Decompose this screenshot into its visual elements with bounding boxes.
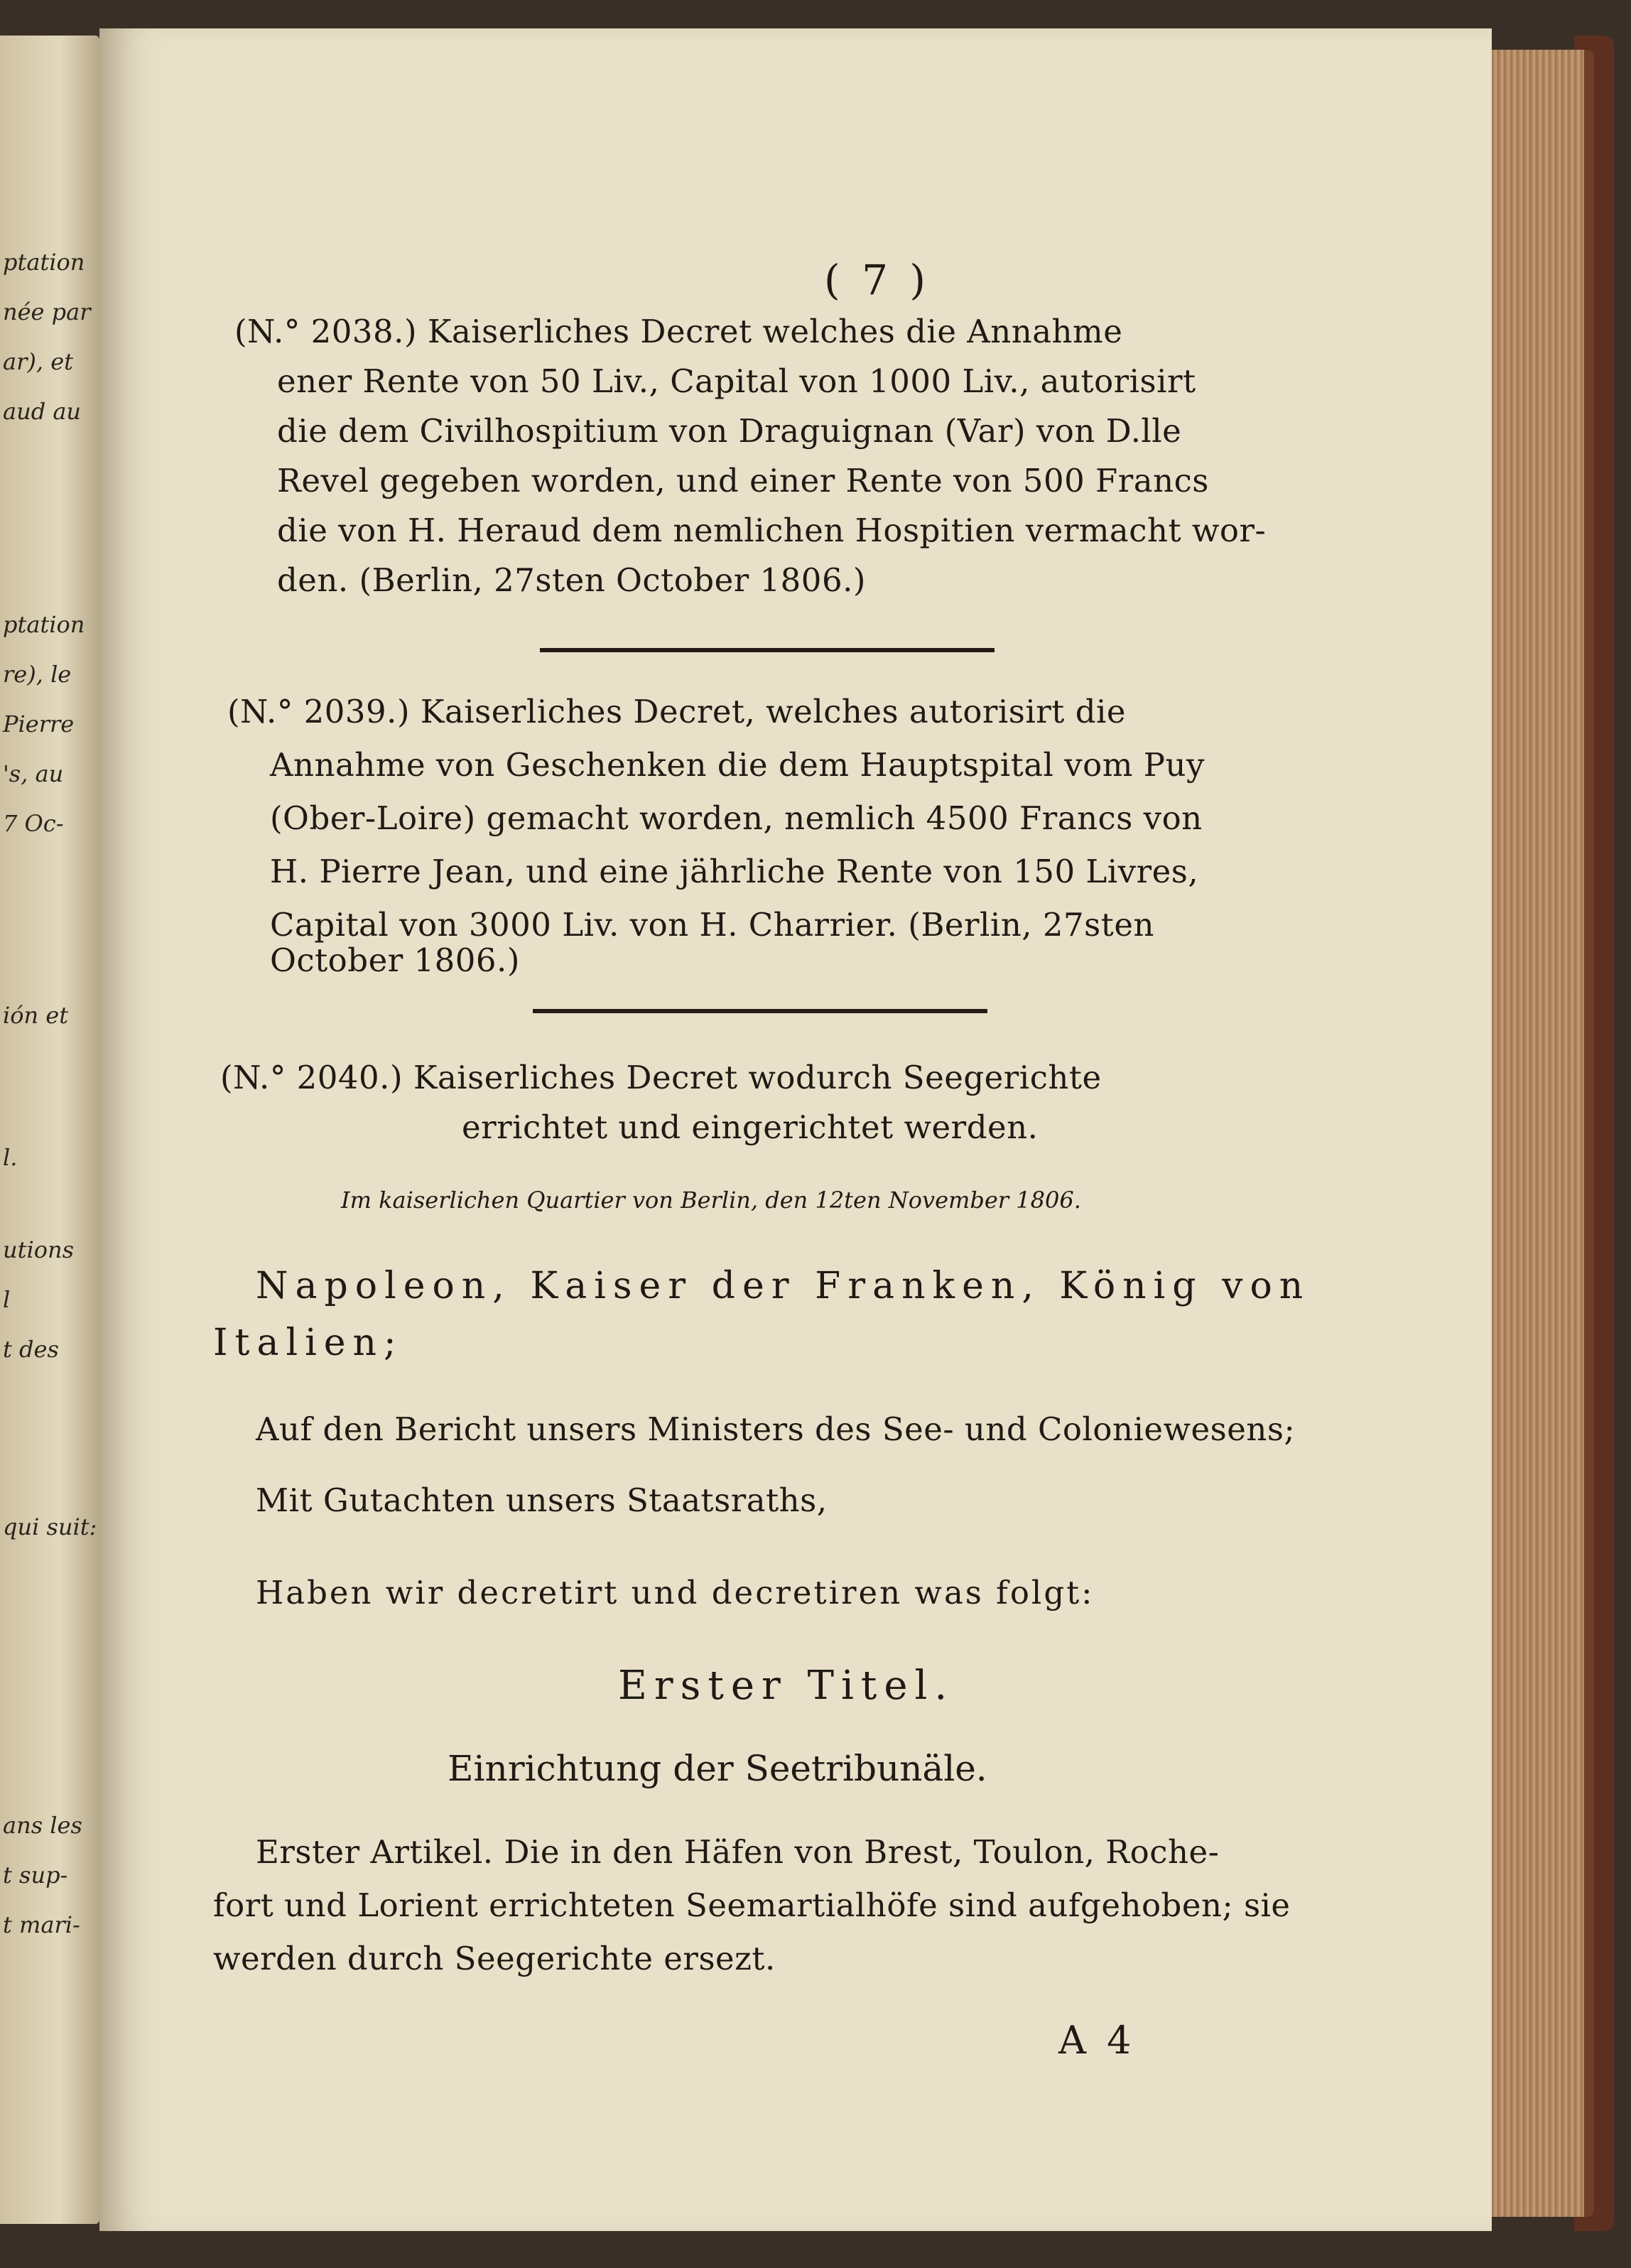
left-page-fragment: née par (3, 298, 91, 325)
mit-line: Mit Gutachten unsers Staatsraths, (256, 1481, 828, 1519)
left-page-fragment: Pierre (3, 711, 75, 738)
decree-2038-line: den. (Berlin, 27sten October 1806.) (277, 561, 866, 599)
left-page-fragment: 7 Oc- (3, 810, 64, 837)
decree-2039-line: October 1806.) (270, 941, 520, 979)
napoleon-line: Italien; (213, 1322, 403, 1364)
left-page-fragment: l (3, 1286, 11, 1313)
decree-2039-line: (Ober-Loire) gemacht worden, nemlich 4500 Francs von (270, 799, 1203, 837)
article-line: Erster Artikel. Die in den Häfen von Brest, Toulon, Roche- (256, 1833, 1220, 1871)
napoleon-line: Napoleon, Kaiser der Franken, König von (256, 1265, 1311, 1307)
left-page-fragment: utions (3, 1236, 74, 1263)
decree-2038-line: die dem Civilhospitium von Draguignan (Var) von D.lle (277, 412, 1182, 450)
subtitle-heading: Einrichtung der Seetribunäle. (448, 1748, 987, 1789)
left-page-fragment: ans les (3, 1812, 82, 1839)
decree-2039-line: H. Pierre Jean, und eine jährliche Rente von 150 Livres, (270, 853, 1199, 890)
left-page-fragment: 's, au (3, 760, 64, 787)
left-page-fragment: t sup- (3, 1862, 68, 1889)
title-heading: Erster Titel. (618, 1663, 955, 1709)
left-page-fragment: ar), et (3, 348, 73, 375)
article-line: werden durch Seegerichte ersezt. (213, 1940, 776, 1977)
left-page-fragment: l. (3, 1144, 18, 1171)
decree-2038-line: (N.° 2038.) Kaiserliches Decret welches die Annahme (234, 313, 1123, 350)
decree-2039-line: Annahme von Geschenken die dem Hauptspital vom Puy (270, 746, 1205, 784)
signature-mark: A 4 (1058, 2018, 1136, 2063)
left-page-edge (0, 36, 99, 2224)
left-page-fragment: qui suit: (3, 1513, 97, 1540)
decree-2040-line: (N.° 2040.) Kaiserliches Decret wodurch Seegerichte (220, 1059, 1102, 1096)
auf-line: Auf den Bericht unsers Ministers des See- und Coloniewesens; (256, 1410, 1296, 1448)
left-page-fragment: ptation (3, 249, 85, 276)
left-page-fragment: ión et (3, 1002, 69, 1029)
haben-line: Haben wir decretirt und decretiren was folgt: (256, 1574, 1095, 1611)
page-number: ( 7 ) (824, 256, 931, 304)
left-page-fragment: ptation (3, 611, 85, 638)
page-content (107, 28, 1456, 2231)
decree-2038-line: Revel gegeben worden, und einer Rente von 500 Francs (277, 462, 1209, 500)
section-divider (533, 1009, 987, 1013)
decree-2040-line: errichtet und eingerichtet werden. (462, 1108, 1039, 1146)
dateline: Im kaiserlichen Quartier von Berlin, den 12ten November 1806. (341, 1187, 1081, 1214)
decree-2039-line: (N.° 2039.) Kaiserliches Decret, welches autorisirt die (227, 693, 1127, 730)
article-line: fort und Lorient errichteten Seemartialhöfe sind aufgehoben; sie (213, 1886, 1291, 1924)
left-page-fragment: aud au (3, 398, 82, 425)
left-page-fragment: re), le (3, 661, 72, 688)
section-divider (540, 648, 995, 652)
decree-2038-line: ener Rente von 50 Liv., Capital von 1000 Liv., autorisirt (277, 362, 1196, 400)
left-page-fragment: t des (3, 1336, 59, 1363)
left-page-fragment: t mari- (3, 1911, 80, 1938)
decree-2038-line: die von H. Heraud dem nemlichen Hospitien vermacht wor- (277, 512, 1267, 549)
decree-2039-line: Capital von 3000 Liv. von H. Charrier. (Berlin, 27sten (270, 906, 1154, 944)
